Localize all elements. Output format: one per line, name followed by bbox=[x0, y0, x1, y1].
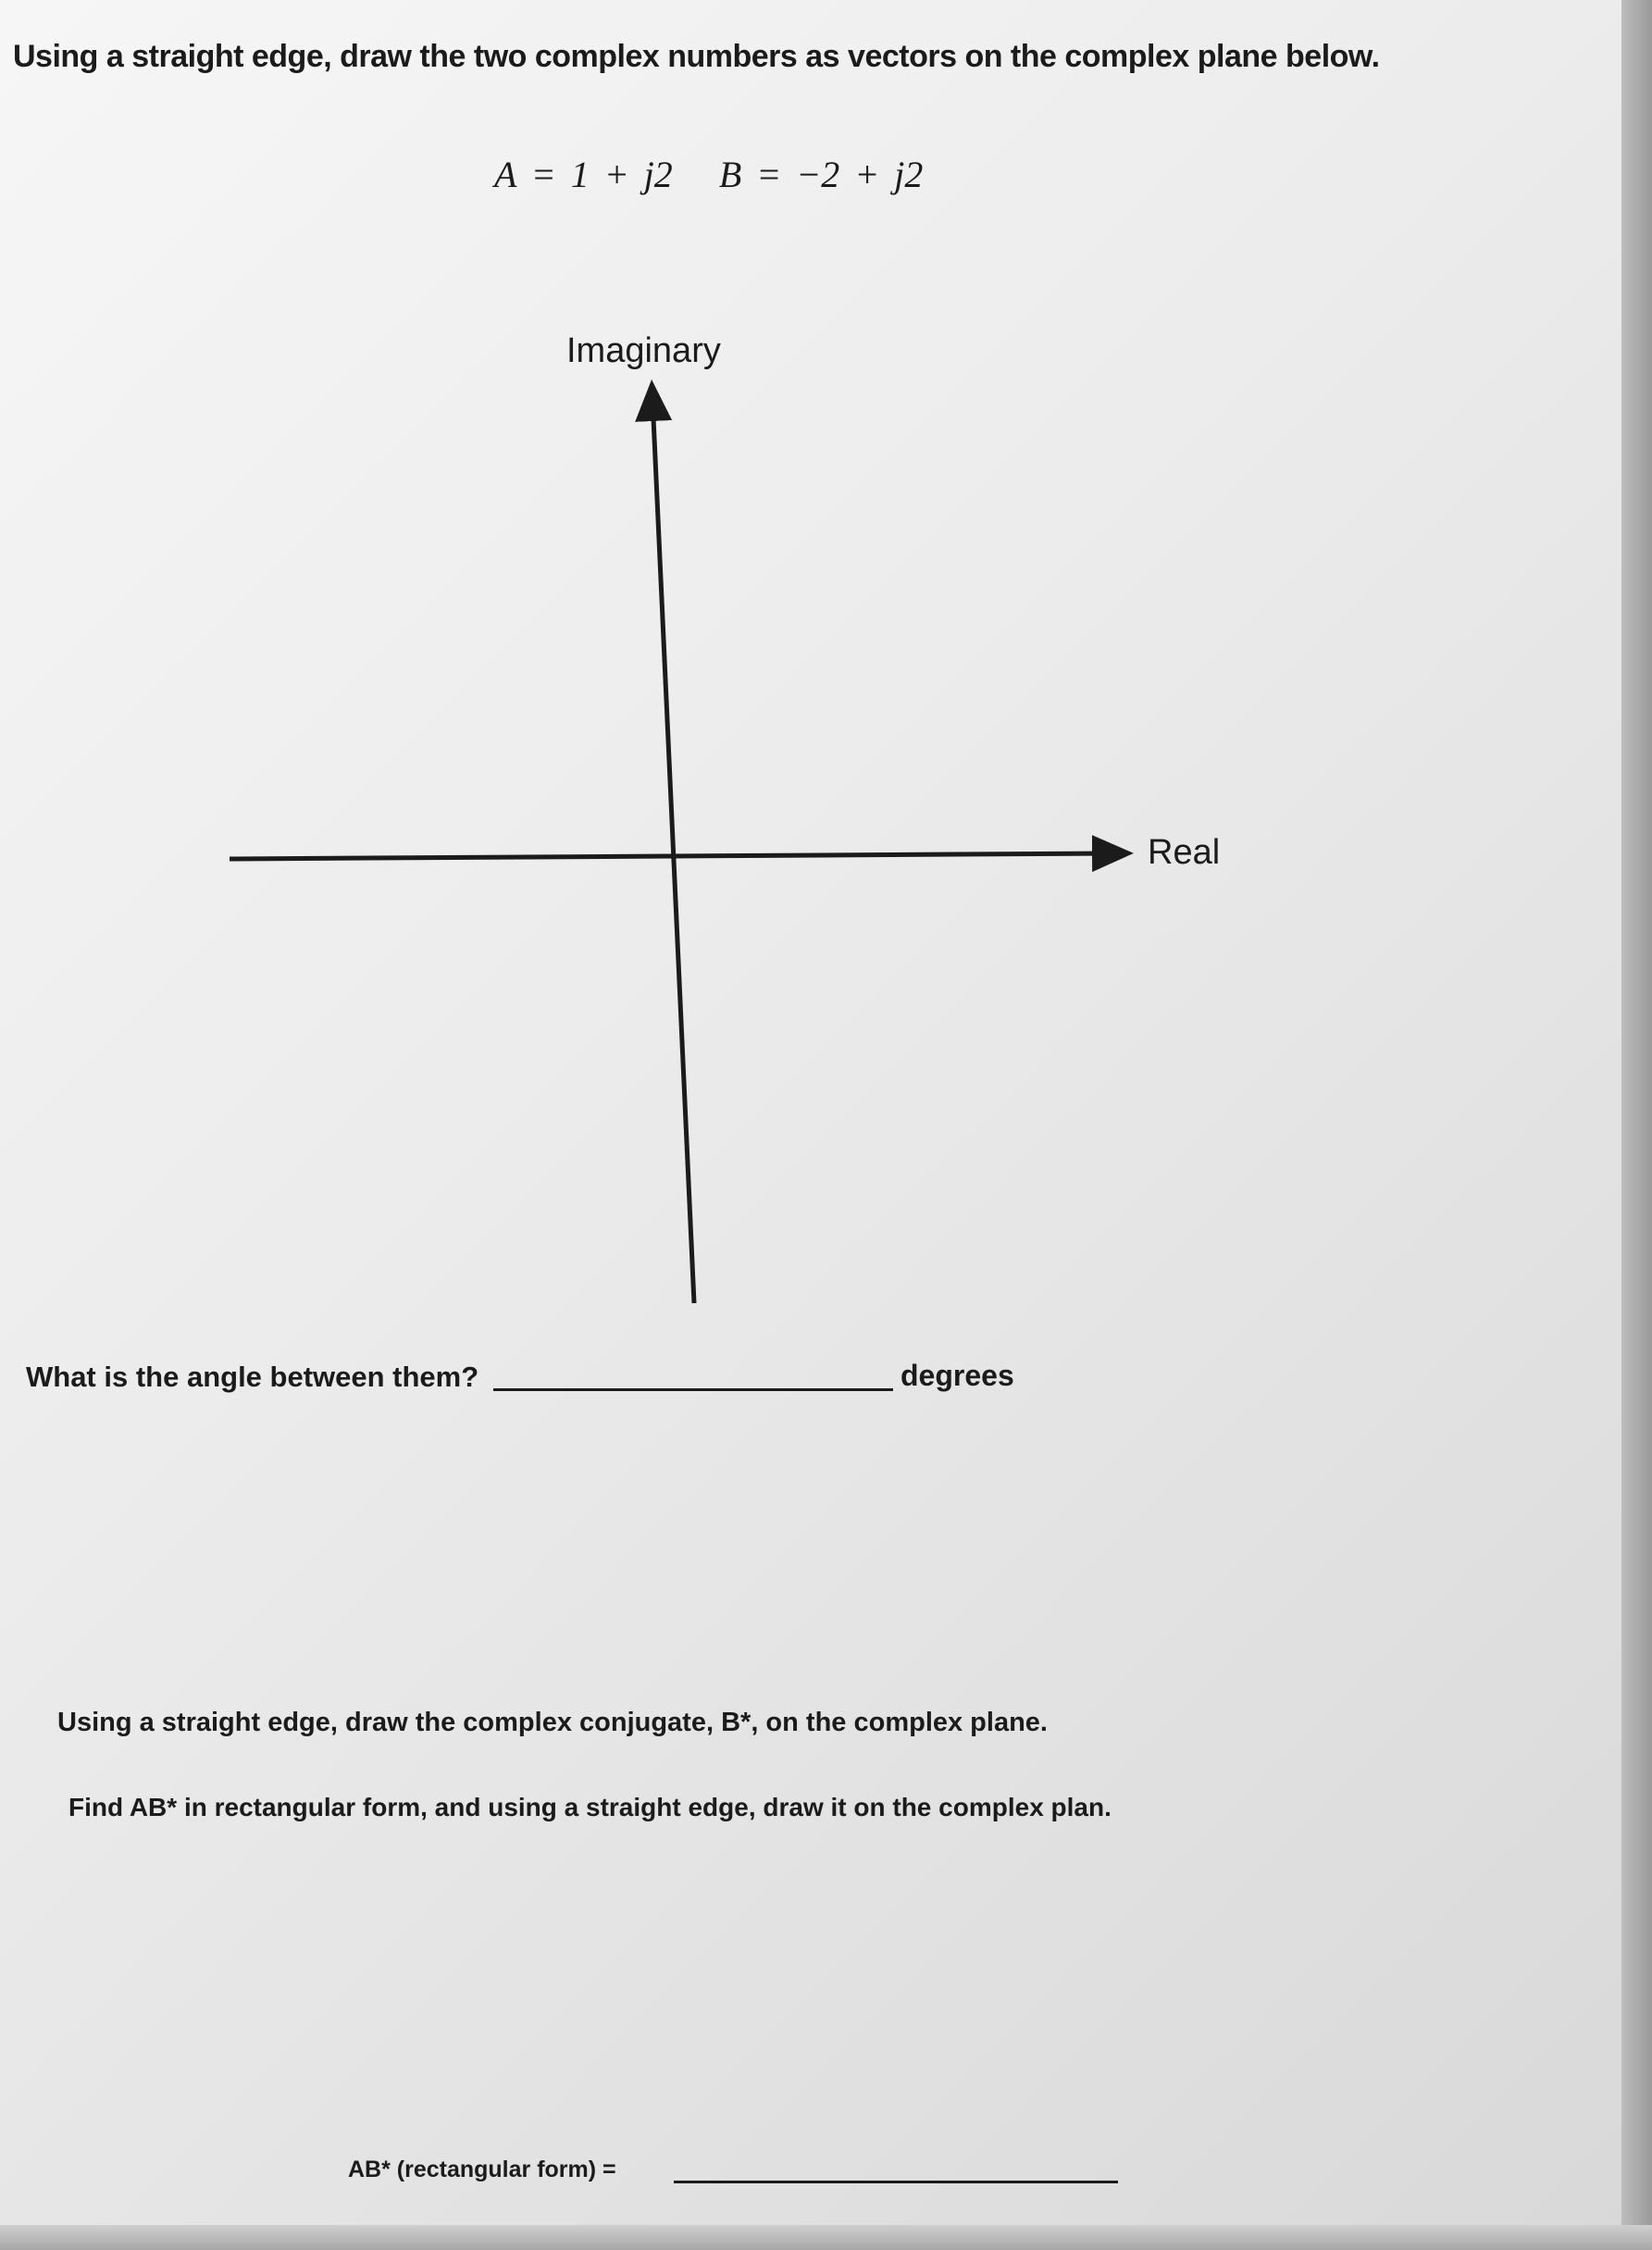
instruction-text: Using a straight edge, draw the two complex numbers as vectors on the complex plane below. bbox=[13, 39, 1380, 74]
angle-question: What is the angle between them? bbox=[26, 1361, 479, 1393]
imaginary-axis-label: Imaginary bbox=[566, 331, 721, 370]
degrees-unit: degrees bbox=[901, 1359, 1014, 1392]
page-bottom-edge bbox=[0, 2225, 1652, 2250]
real-axis-label: Real bbox=[1148, 833, 1221, 872]
equation-b: B = −2 + j2 bbox=[718, 154, 924, 195]
product-answer-blank[interactable] bbox=[674, 2181, 1118, 2183]
equation-a: A = 1 + j2 bbox=[494, 154, 673, 195]
product-answer-label: AB* (rectangular form) = bbox=[348, 2157, 616, 2182]
product-instruction: Find AB* in rectangular form, and using a straight edge, draw it on the complex plan. bbox=[68, 1793, 1112, 1821]
real-axis-line bbox=[230, 853, 1115, 859]
page-right-edge bbox=[1621, 0, 1652, 2250]
conjugate-instruction: Using a straight edge, draw the complex conjugate, B*, on the complex plane. bbox=[57, 1708, 1048, 1737]
angle-answer-blank[interactable] bbox=[493, 1388, 893, 1391]
imaginary-axis-line bbox=[652, 398, 694, 1303]
